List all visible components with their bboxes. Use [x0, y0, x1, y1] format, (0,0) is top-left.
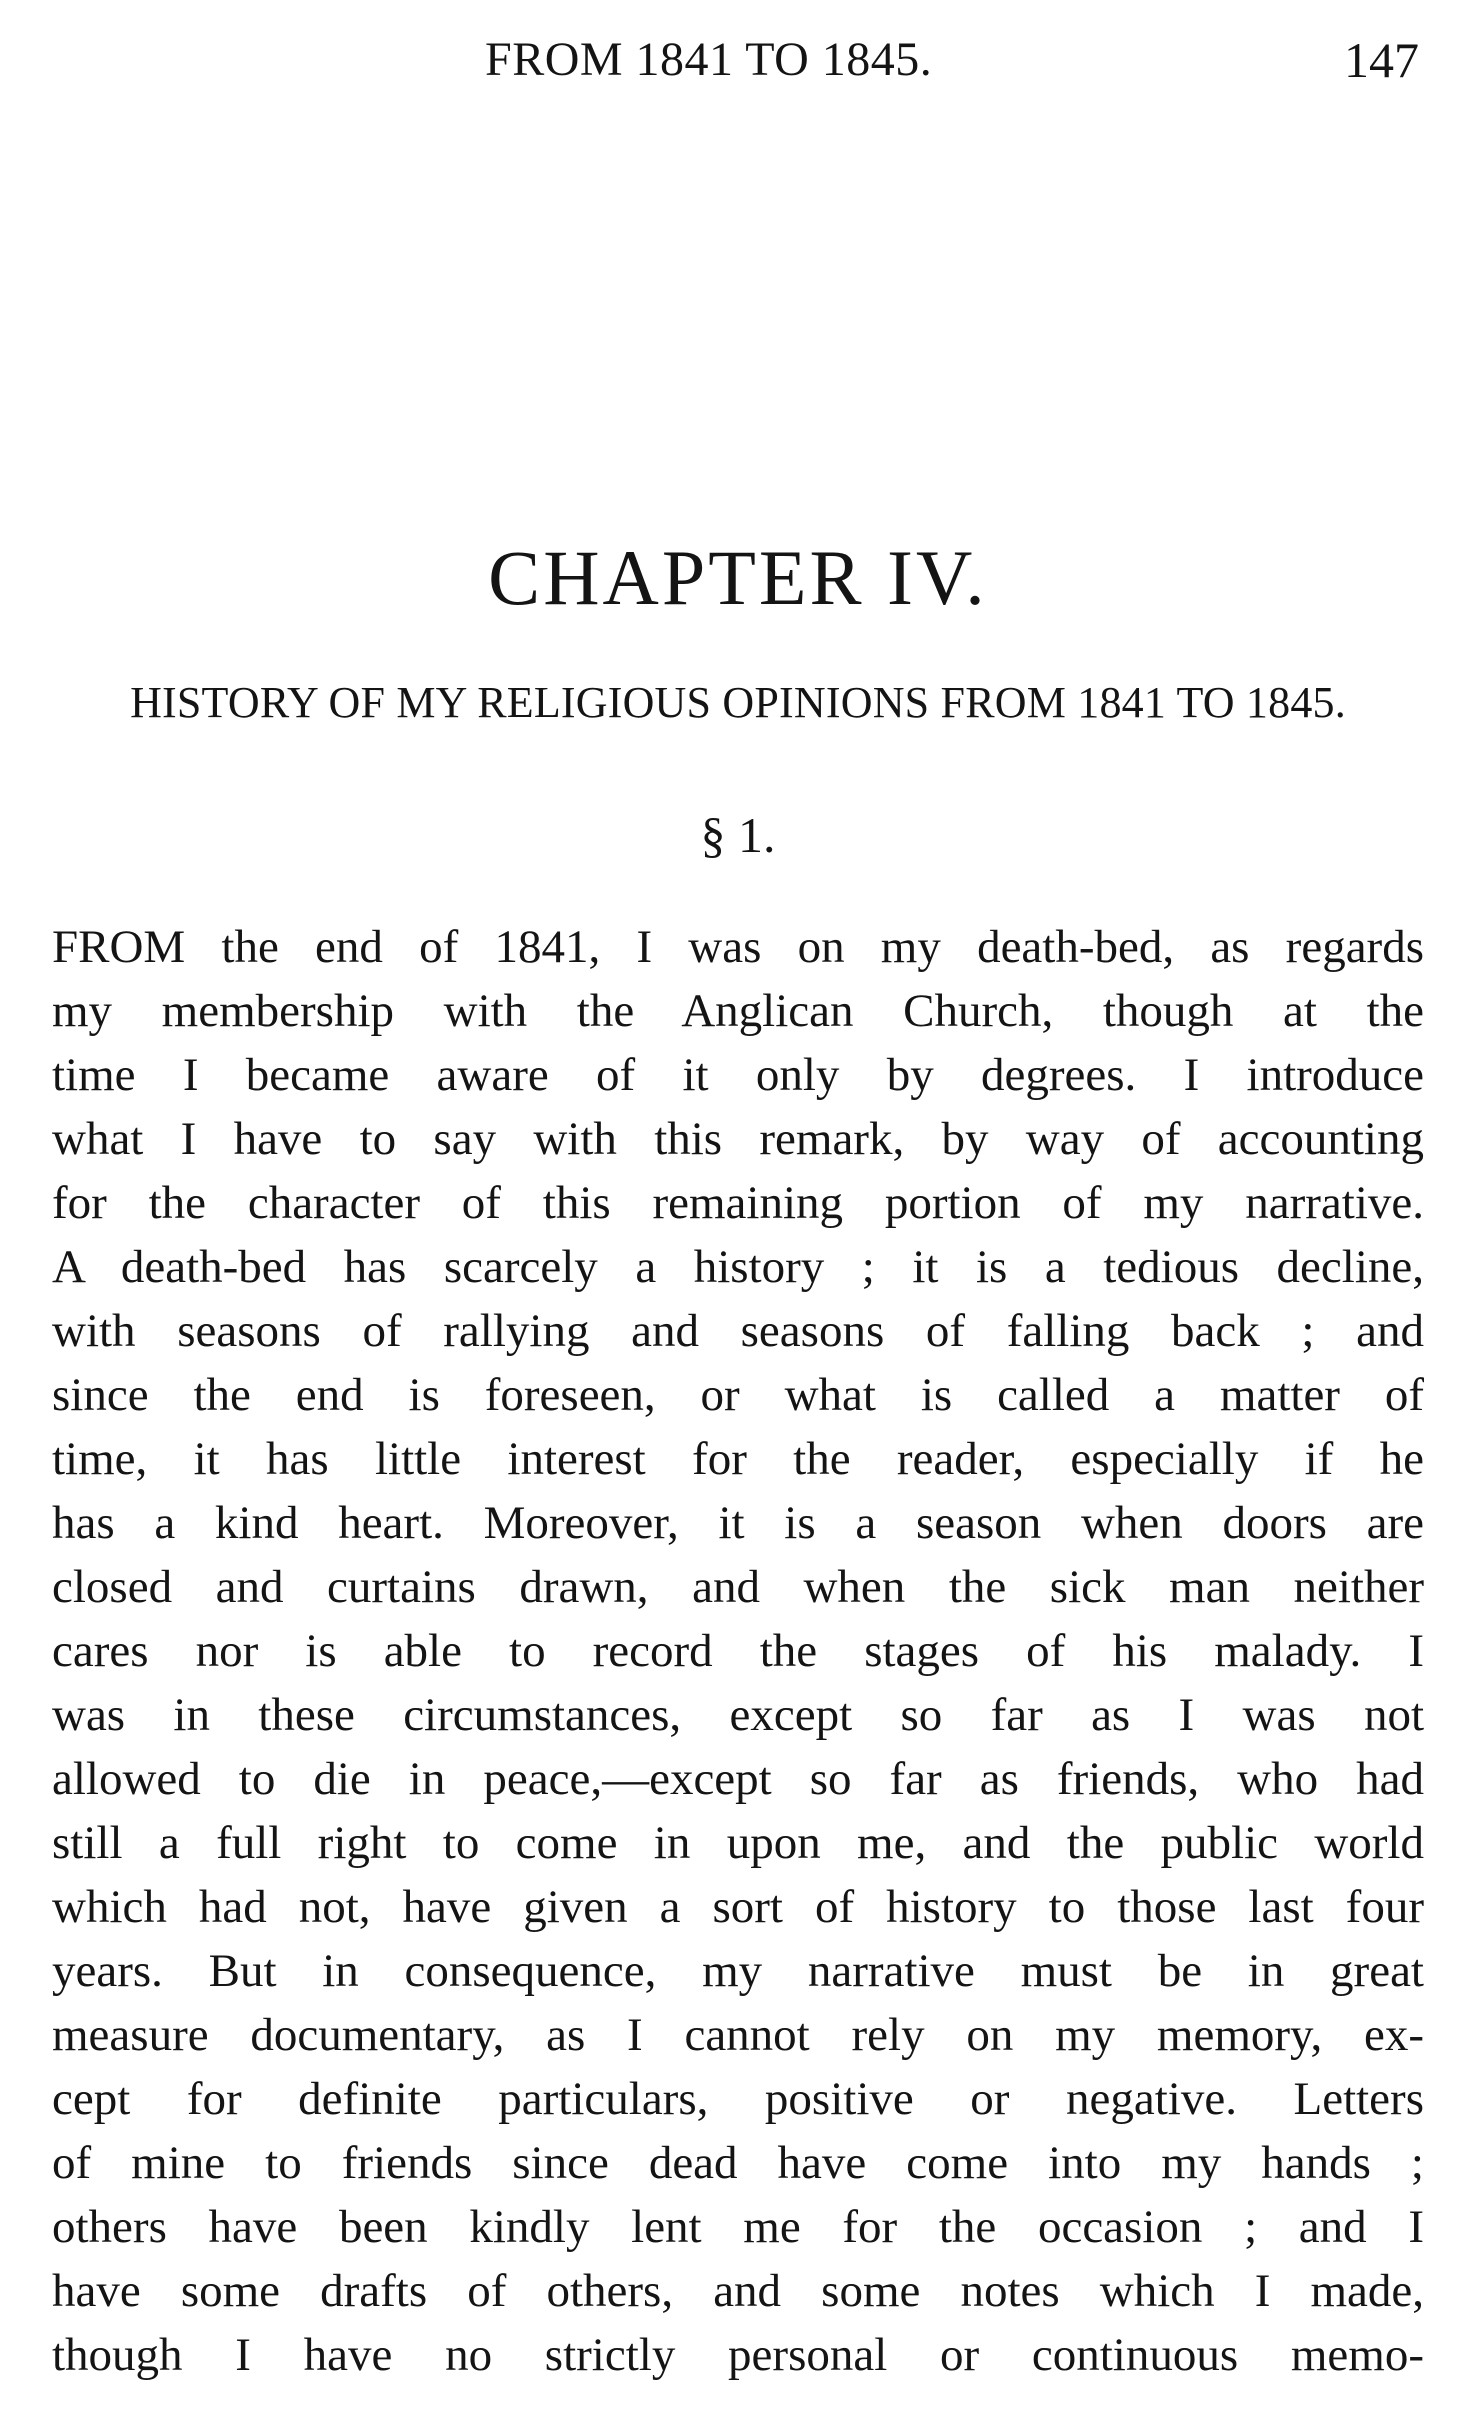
- text-line: which had not, have given a sort of history to those last four: [52, 1881, 1424, 1933]
- text-line: others have been kindly lent me for the occasion ; and I: [52, 2201, 1424, 2253]
- text-line: have some drafts of others, and some notes which I made,: [52, 2265, 1424, 2317]
- text-line: time, it has little interest for the reader, especially if he: [52, 1433, 1424, 1485]
- text-line: A death-bed has scarcely a history ; it is a tedious decline,: [52, 1241, 1424, 1293]
- text-line: allowed to die in peace,—except so far as friends, who had: [52, 1753, 1424, 1805]
- page-number: 147: [1344, 32, 1419, 88]
- text-line: my membership with the Anglican Church, though at the: [52, 985, 1424, 1037]
- chapter-title: CHAPTER IV.: [488, 534, 988, 621]
- text-line: with seasons of rallying and seasons of falling back ; and: [52, 1305, 1424, 1357]
- text-line: years. But in consequence, my narrative must be in great: [52, 1945, 1424, 1997]
- text-line: cept for definite particulars, positive or negative. Letters: [52, 2073, 1424, 2125]
- running-title: FROM 1841 TO 1845.: [485, 33, 933, 86]
- chapter-subtitle: HISTORY OF MY RELIGIOUS OPINIONS FROM 1841 TO 1845.: [130, 678, 1346, 727]
- text-line: for the character of this remaining portion of my narrative.: [52, 1177, 1424, 1229]
- text-line: closed and curtains drawn, and when the sick man neither: [52, 1561, 1424, 1613]
- text-line: what I have to say with this remark, by way of accounting: [52, 1113, 1424, 1165]
- text-line: though I have no strictly personal or continuous memo-: [52, 2329, 1424, 2381]
- text-line: was in these circumstances, except so far as I was not: [52, 1689, 1424, 1741]
- running-head: [0, 30, 1476, 90]
- text-line: measure documentary, as I cannot rely on my memory, ex-: [52, 2009, 1424, 2061]
- text-line: still a full right to come in upon me, and the public world: [52, 1817, 1424, 1869]
- text-line: FROM the end of 1841, I was on my death-bed, as regards: [52, 921, 1424, 973]
- text-line: since the end is foreseen, or what is called a matter of: [52, 1369, 1424, 1421]
- text-line: cares nor is able to record the stages of his malady. I: [52, 1625, 1424, 1677]
- section-number: § 1.: [700, 807, 776, 863]
- body-paragraph: [52, 915, 1424, 2387]
- text-line: has a kind heart. Moreover, it is a season when doors are: [52, 1497, 1424, 1549]
- text-line: time I became aware of it only by degrees. I introduce: [52, 1049, 1424, 1101]
- text-line: of mine to friends since dead have come into my hands ;: [52, 2137, 1424, 2189]
